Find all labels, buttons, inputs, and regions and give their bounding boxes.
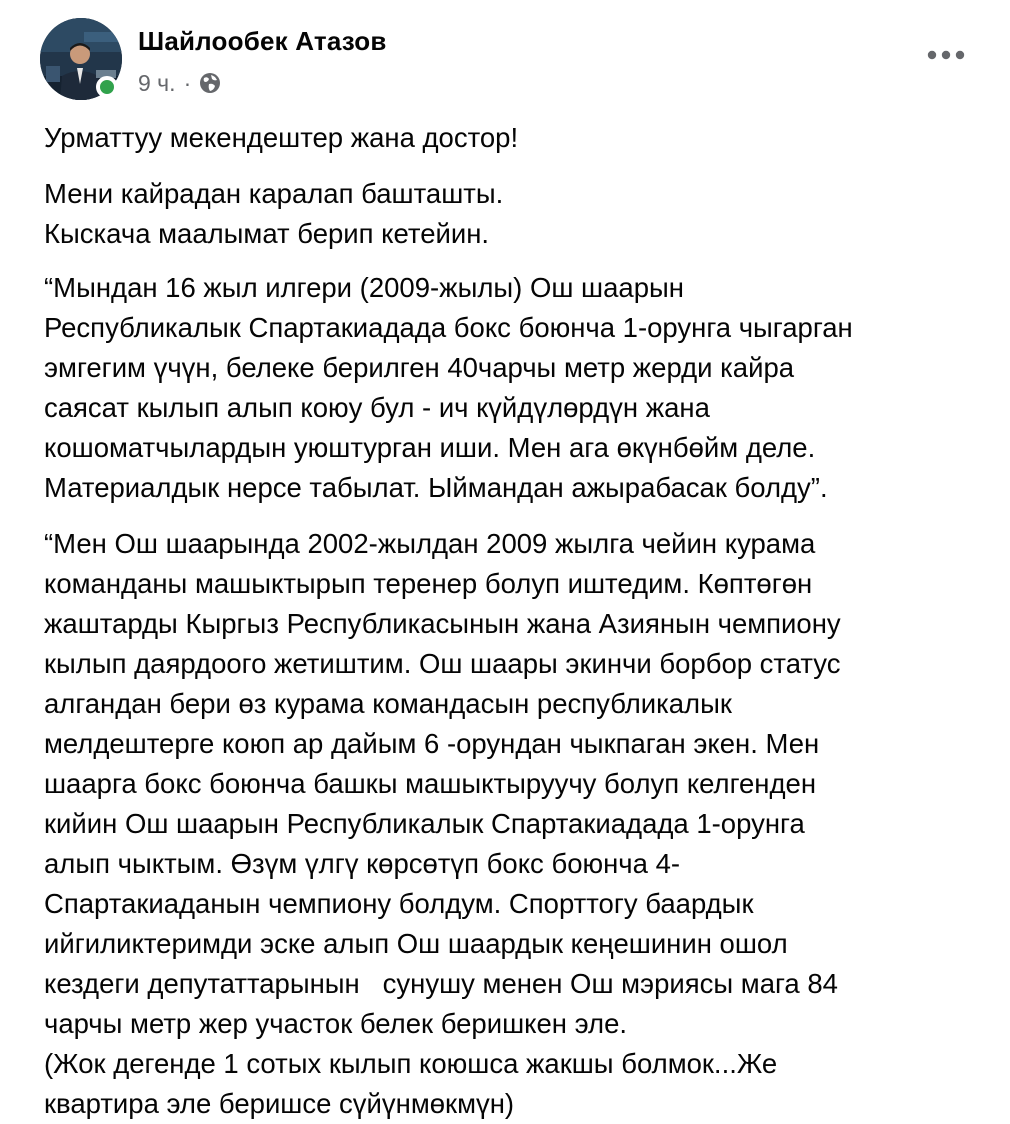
author-name[interactable]: Шайлообек Атазов: [138, 26, 387, 56]
more-horizontal-icon: [926, 49, 966, 61]
post-paragraph: Мени кайрадан каралап башташты. Кыскача маалымат берип кетейин.: [44, 178, 504, 249]
online-status-indicator: [96, 76, 118, 98]
post-timestamp[interactable]: 9 ч.: [138, 69, 176, 96]
more-options-button[interactable]: [920, 40, 972, 70]
globe-icon[interactable]: [199, 72, 221, 94]
post-paragraph: Урматтуу мекендештер жана достор!: [44, 122, 519, 153]
post-meta: [138, 68, 221, 98]
post-header: [40, 18, 980, 102]
post-paragraph: “Мындан 16 жыл илгери (2009-жылы) Ош шаарын Республикалык Спартакиадада бокс боюнча 1-орунга чыгарган эмгегим үчүн, белеке берилген 40чарчы метр жерди кайра саясат кылып алып коюу бул - ич күйдүлөрдүн жана кошоматчылардын уюштурган иши. Мен ага өкүнбөйм деле. Материалдык нерсе табылат. Ыймандан ажырабасак болду”.: [44, 272, 853, 503]
meta-separator: ·: [183, 69, 192, 96]
post-paragraph: “Мен Ош шаарында 2002-жылдан 2009 жылга чейин курама команданы машыктырып теренер болуп иштедим. Көптөгөн жаштарды Кыргыз Республикасынын жана Азиянын чемпиону кылып даярдоого жетиштим. Ош шаары экинчи борбор статус алгандан бери өз курама командасын республикалык мелдештерге коюп ар дайым 6 -орундан чыкпаган экен. Мен шаарга бокс боюнча башкы машыктыруучу болуп келгенден кийин Ош шаарын Республикалык Спартакиадада 1-орунга алып чыктым. Өзүм үлгү көрсөтүп бокс боюнча 4- Спартакиаданын чемпиону болдум. Спорттогу баардык ийгиликтеримди эске алып Ош шаардык кеңешинин ошол кездеги депутаттарынын сунушу менен Ош мэриясы мага 84 чарчы метр жер участок белек беришкен эле. (Жок дегенде 1 сотых кылып коюшса жакшы болмок...Же квартира эле беришсе сүйүнмөкмүн): [44, 528, 841, 1119]
